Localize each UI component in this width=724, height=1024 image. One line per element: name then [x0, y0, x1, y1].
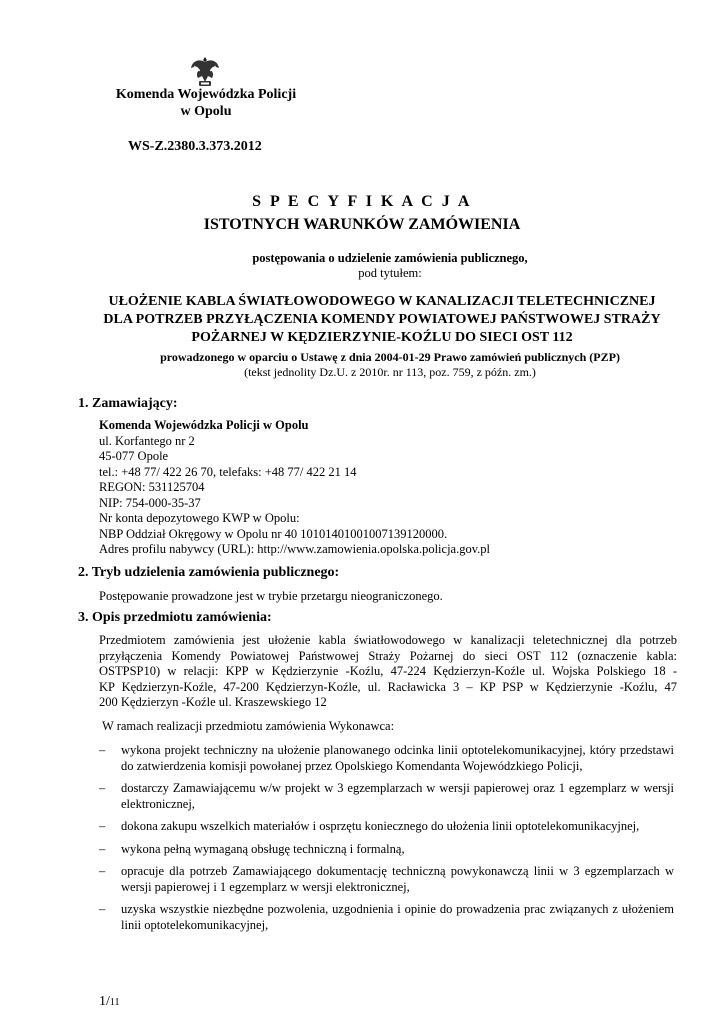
- section-1-heading: 1. Zamawiający:: [78, 396, 178, 411]
- dash-bullet-icon: –: [99, 819, 106, 833]
- section-2-heading: 2. Tryb udzielenia zamówienia publicznego:: [78, 565, 340, 580]
- subject-description: [99, 633, 677, 711]
- list-item: – dokona zakupu wszelkich materiałów i osprzętu koniecznego do ułożenia linii optotelekomunikacyjnej,: [99, 819, 640, 833]
- dash-bullet-icon: –: [99, 781, 106, 795]
- authority-name: Komenda Wojewódzka Policji w Opolu: [99, 418, 309, 432]
- dash-bullet-icon: –: [99, 841, 106, 856]
- authority-regon: REGON: 531125704: [99, 480, 205, 494]
- list-item: – wykona pełną wymaganą obsługę techniczną i formalną,: [99, 841, 405, 856]
- authority-nip: NIP: 754-000-35-37: [99, 495, 201, 510]
- contractor-duties-list: [99, 743, 674, 940]
- list-item: – uzyska wszystkie niezbędne pozwolenia, uzgodnienia i opinie do prowadzenia prac związanych z ułożeniem linii optotelekomunikacyjnej,: [99, 902, 674, 932]
- list-item: – wykona projekt techniczny na ułożenie planowanego odcinka linii optotelekomunikacyjnej, który przedstawi do zatwierdzenia komisji powołanej przez Opolskiego Komendanta Wojewódzkiego Policji,: [99, 743, 674, 773]
- description-line: KP Kędzierzyn-Koźle, 47-200 Kędzierzyn-Koźle, ul. Racławicka 3 – KP PSP w Kędzierzynie -Koźlu, 47: [99, 679, 677, 694]
- total-pages: 11: [109, 997, 120, 1008]
- procedure-mode-text: Postępowanie prowadzone jest w trybie przetargu nieograniczonego.: [99, 589, 443, 603]
- contracting-authority-block: [99, 418, 699, 558]
- subject-line-3: POŻARNEJ W KĘDZIERZYNIE-KOŹLU DO SIECI OST 112: [191, 330, 573, 345]
- contractor-duties-intro: W ramach realizacji przedmiotu zamówienia Wykonawca:: [102, 719, 395, 733]
- list-item: – opracuje dla potrzeb Zamawiającego dokumentację techniczną powykonawczą linii w 3 egzemplarzach w wersji papierowej i 1 egzemplarz w wersji elektronicznej,: [99, 864, 674, 894]
- issuer-city: w Opolu: [180, 104, 232, 119]
- dash-bullet-icon: –: [99, 902, 106, 916]
- description-line: Przedmiotem zamówienia jest ułożenie kabla światłowodowego w kanalizacji teletechnicznej dla potrzeb: [99, 633, 677, 647]
- police-eagle-emblem-icon: [188, 54, 222, 90]
- issuer-name: Komenda Wojewódzka Policji: [115, 87, 297, 102]
- procedure-line: postępowania o udzielenie zamówienia publicznego,: [252, 251, 528, 265]
- list-item: – dostarczy Zamawiającemu w/w projekt w 3 egzemplarzach w wersji papierowej oraz 1 egzemplarz w wersji elektronicznej,: [99, 781, 674, 811]
- subject-line-1: UŁOŻENIE KABLA ŚWIATŁOWODOWEGO W KANALIZACJI TELETECHNICZNEJ: [108, 294, 656, 309]
- dash-bullet-icon: –: [99, 743, 106, 757]
- section-3-heading: 3. Opis przedmiotu zamówienia:: [78, 610, 272, 625]
- procedure-subline: pod tytułem:: [358, 266, 422, 280]
- legal-basis: prowadzonego w oparciu o Ustawę z dnia 2004-01-29 Prawo zamówień publicznych (PZP): [160, 350, 620, 364]
- issuer-block: [100, 86, 312, 120]
- account-label: Nr konta depozytowego KWP w Opolu:: [99, 511, 300, 525]
- document-subtitle: ISTOTNYCH WARUNKÓW ZAMÓWIENIA: [203, 216, 521, 233]
- description-line: OSTPSP10) w relacji: KPP w Kędzierzynie -Koźlu, 47-224 Kędzierzyn-Koźle ul. Wojska Polskiego 18 -: [99, 664, 677, 678]
- document-title: S P E C Y F I K A C J A: [252, 193, 472, 210]
- reference-number: WS-Z.2380.3.373.2012: [128, 139, 262, 154]
- contract-subject: [74, 293, 690, 347]
- account-number: NBP Oddział Okręgowy w Opolu nr 40 10101401001007139120000.: [99, 526, 448, 541]
- page-number: [99, 994, 120, 1010]
- description-line: 200 Kędzierzyn -Koźle ul. Kraszewskiego 12: [99, 695, 327, 709]
- current-page: 1/: [99, 994, 110, 1009]
- subject-line-2: DLA POTRZEB PRZYŁĄCZENIA KOMENDY POWIATOWEJ PAŃSTWOWEJ STRAŻY: [103, 312, 661, 327]
- buyer-profile-url: Adres profilu nabywcy (URL): http://www.zamowienia.opolska.policja.gov.pl: [99, 542, 491, 556]
- authority-street: ul. Korfantego nr 2: [99, 433, 195, 448]
- authority-city: 45-077 Opole: [99, 449, 169, 463]
- authority-phone: tel.: +48 77/ 422 26 70, telefaks: +48 77/ 422 21 14: [99, 464, 357, 479]
- legal-basis-note: (tekst jednolity Dz.U. z 2010r. nr 113, poz. 759, z późn. zm.): [244, 365, 536, 379]
- dash-bullet-icon: –: [99, 864, 106, 878]
- description-line: przyłączenia Komendy Powiatowej Państwowej Straży Pożarnej do sieci OST 112 (oznaczenie kabla:: [99, 648, 677, 663]
